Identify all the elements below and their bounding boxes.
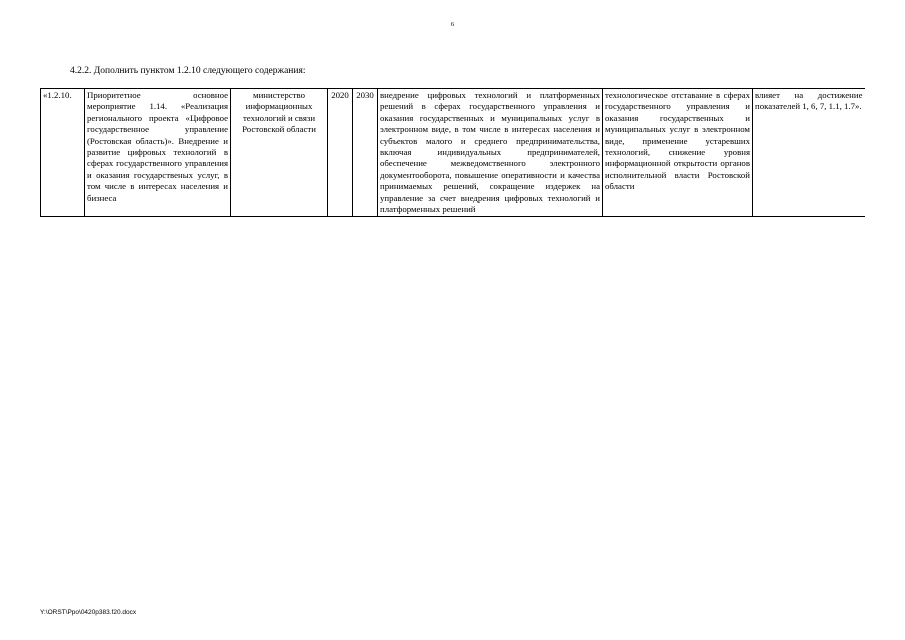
cell-consequences: технологическое отставание в сферах государственного управления и оказания государственных и муниципальных услуг в электронном виде, применение устаревших технологий, снижение уровня информационной открытости органов исполнительной власти Ростовской области (603, 89, 753, 217)
cell-start-year: 2020 (328, 89, 353, 217)
cell-number: «1.2.10. (41, 89, 85, 217)
page-number: 6 (450, 21, 455, 28)
intro-text: 4.2.2. Дополнить пунктом 1.2.10 следующего содержания: (70, 66, 306, 76)
file-path-footer: Y:\ORST\Ppo\0420p383.f20.docx (40, 609, 137, 616)
cell-indicator-relation: влияет на достижение показателей 1, 6, 7, 1.1, 1.7». (753, 89, 865, 217)
cell-end-year: 2030 (353, 89, 378, 217)
cell-event-name: Приоритетное основное мероприятие 1.14. «Реализация регионального проекта «Цифровое государственное управление (Ростовская область)». Внедрение и развитие цифровых технологий в сферах государственного управления и оказания государственых услуг, в том числе в интересах населения и бизнеса (85, 89, 231, 217)
cell-expected-result: внедрение цифровых технологий и платформенных решений в сферах государственного управления и оказания государственных и муниципальных услуг в электронном виде, в том числе в интересах населения и субъектов малого и среднего предпринимательства, включая индивидуальных предпринимателей, обеспечение межведомственного электронного документооборота, повышение оперативности и качества принимаемых решений, сокращение издержек на управление за счет внедрения цифровых технологий и платформенных решений (378, 89, 603, 217)
cell-executor: министерство информационных технологий и связи Ростовской области (231, 89, 328, 217)
program-table (40, 88, 865, 217)
table-row (41, 89, 865, 217)
